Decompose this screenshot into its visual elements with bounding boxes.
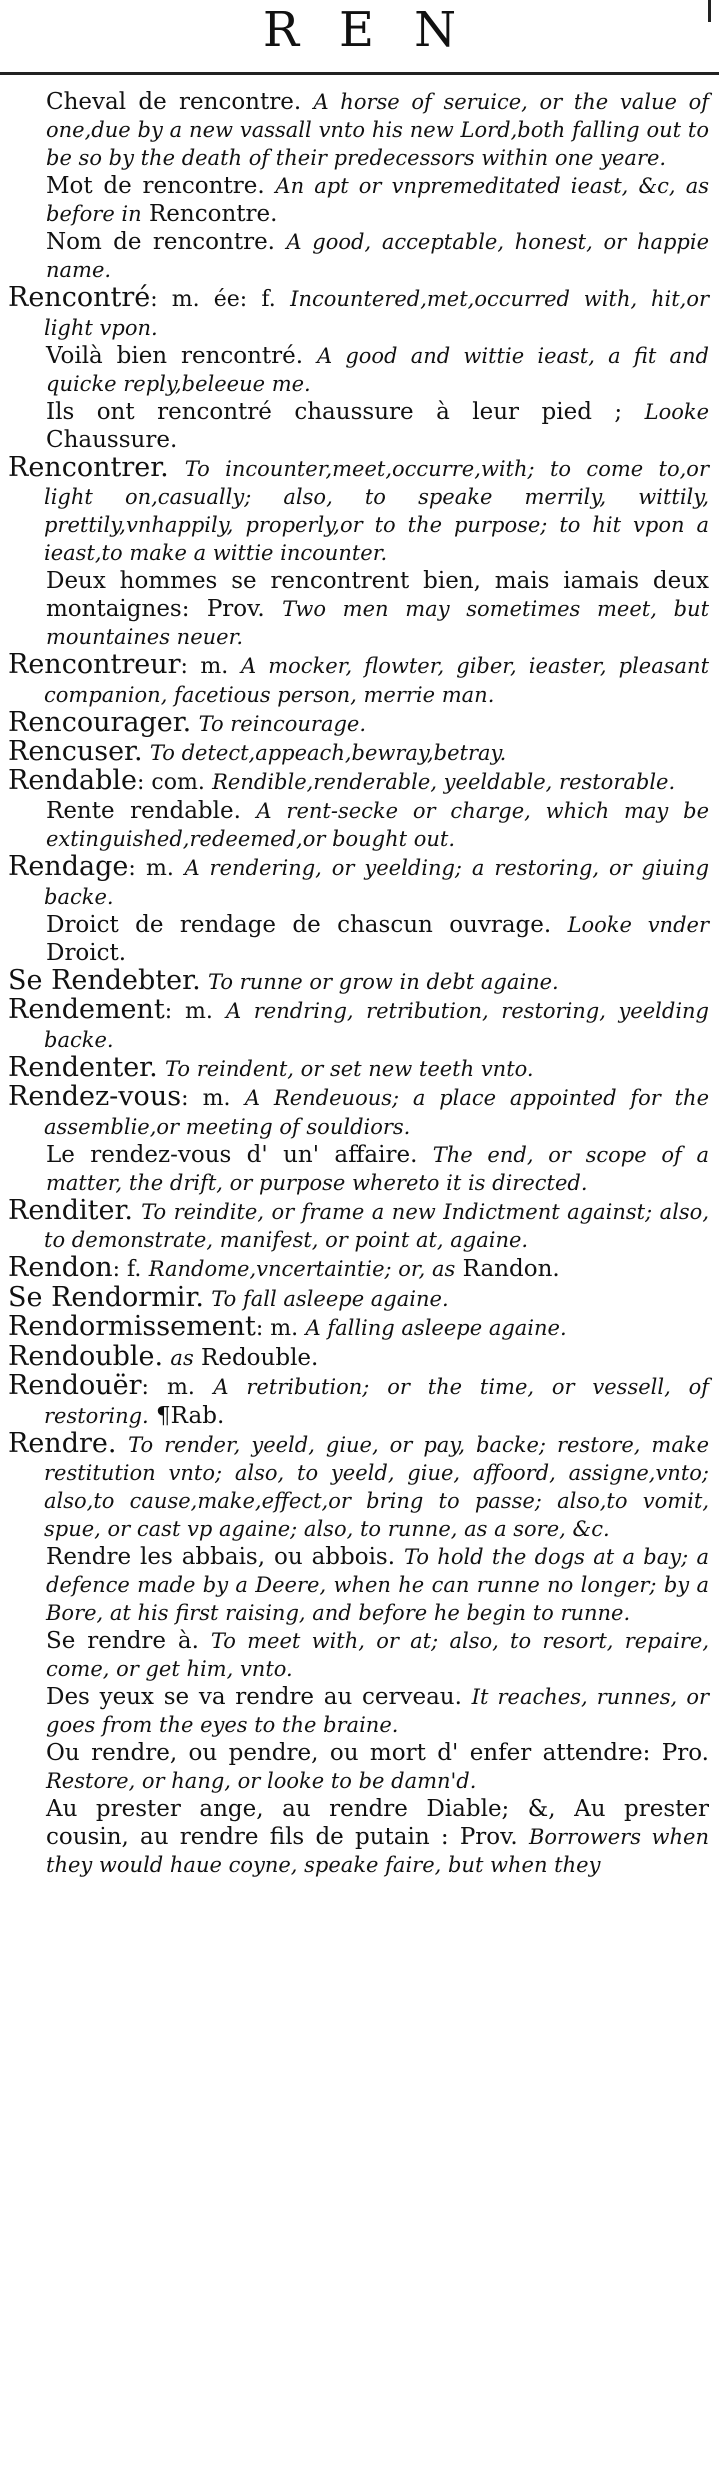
headword: Rendez-vous bbox=[8, 1081, 182, 1112]
cross-reference: Chaussure. bbox=[46, 427, 178, 453]
dictionary-subentry bbox=[46, 1627, 709, 1683]
headword: Droict de rendage de chascun ouvrage. bbox=[46, 912, 552, 938]
corner-mark bbox=[708, 0, 711, 22]
headword: Le rendez-vous d' un' affaire. bbox=[46, 1142, 418, 1168]
headword: Rendable bbox=[8, 765, 137, 796]
definition: Incountered,met,occurred with, hit,or light vpon. bbox=[44, 287, 710, 340]
cross-reference: ¶Rab. bbox=[156, 1403, 225, 1429]
headword: Rendebter. bbox=[51, 965, 201, 996]
headword: Au prester ange, au rendre Diable; &, Au prester cousin, au rendre fils de putain : Prov. bbox=[46, 1796, 709, 1850]
headword: Se rendre à. bbox=[46, 1628, 199, 1654]
dictionary-entry bbox=[8, 767, 709, 797]
dictionary-entry bbox=[8, 738, 709, 767]
page-header bbox=[0, 0, 719, 64]
entry-prefix: Se bbox=[8, 1282, 52, 1313]
definition: Rendible,renderable, yeeldable, restorable. bbox=[212, 770, 676, 794]
part-of-speech: : m. bbox=[180, 654, 229, 679]
definition: A good, acceptable, honest, or happie name. bbox=[46, 230, 710, 282]
part-of-speech: : m. bbox=[141, 1375, 195, 1400]
dictionary-entry bbox=[8, 1197, 709, 1254]
headword: Rendenter. bbox=[8, 1052, 158, 1083]
dictionary-entry bbox=[8, 1054, 709, 1083]
headword: Rencontré bbox=[8, 282, 151, 313]
dictionary-entry bbox=[8, 284, 709, 342]
dictionary-entry bbox=[8, 967, 709, 996]
dictionary-subentry bbox=[46, 1543, 709, 1627]
dictionary-entry bbox=[8, 1284, 709, 1313]
headword: Deux hommes se rencontrent bien, mais iamais deux montaignes: Prov. bbox=[46, 568, 709, 622]
header-rule bbox=[0, 72, 719, 75]
definition: To hold the dogs at a bay; a defence made by a Deere, when he can runne no longer; by a Bore, at his first raising, and before he begin to runne. bbox=[46, 1545, 709, 1625]
dictionary-entry bbox=[8, 1313, 709, 1343]
headword: Rencontrer. bbox=[8, 452, 169, 483]
definition: A retribution; or the time, or vessell, of restoring. bbox=[44, 1375, 709, 1428]
part-of-speech: : m. bbox=[255, 1316, 299, 1341]
definition: Borrowers when they would haue coyne, speake faire, but when they bbox=[46, 1825, 709, 1877]
definition: It reaches, runnes, or goes from the eyes to the braine. bbox=[46, 1685, 710, 1737]
headword: Nom de rencontre. bbox=[46, 229, 275, 255]
headword: Des yeux se va rendre au cerveau. bbox=[46, 1684, 462, 1710]
dictionary-entry bbox=[8, 1083, 709, 1141]
definition: A horse of seruice, or the value of one,due by a new vassall vnto his new Lord,both falling out to be so by the death of their predecessors within one yeare. bbox=[46, 90, 710, 170]
headword: Rendement bbox=[8, 994, 165, 1025]
headword: Cheval de rencontre. bbox=[46, 89, 302, 115]
entry-prefix: Se bbox=[8, 965, 52, 996]
dictionary-subentry bbox=[46, 88, 709, 172]
dictionary-subentry bbox=[46, 1683, 709, 1739]
dictionary-entry bbox=[8, 1254, 709, 1284]
definition: A rent-secke or charge, which may be extinguished,redeemed,or bought out. bbox=[46, 799, 710, 851]
definition: To detect,appeach,bewray,betray. bbox=[149, 741, 507, 765]
definition: To fall asleepe againe. bbox=[211, 1287, 449, 1311]
dictionary-subentry bbox=[46, 228, 709, 284]
dictionary-entry bbox=[8, 454, 709, 567]
definition: A good and wittie ieast, a fit and quicke reply,beleeue me. bbox=[46, 344, 710, 396]
headword: Rencourager. bbox=[8, 707, 192, 738]
headword: Renditer. bbox=[8, 1195, 133, 1226]
part-of-speech: : f. bbox=[112, 1257, 142, 1282]
headword: Rendre. bbox=[8, 1428, 117, 1459]
dictionary-subentry bbox=[46, 342, 709, 398]
dictionary-column bbox=[0, 88, 719, 1879]
headword: Rendon bbox=[8, 1252, 113, 1283]
headword: Ils ont rencontré chaussure à leur pied ; bbox=[46, 399, 623, 425]
definition: To render, yeeld, giue, or pay, backe; restore, make restitution vnto; also, to yeeld, giue, affoord, assigne,vnto; also,to cause,make,effect,or bring to passe; also,to vomit, spue, or cast vp againe; also, to runne, as a sore, &c. bbox=[44, 1433, 709, 1541]
definition: A Rendeuous; a place appointed for the assemblie,or meeting of souldiors. bbox=[44, 1086, 709, 1139]
headword: Rendormir. bbox=[51, 1282, 204, 1313]
part-of-speech: : m. bbox=[164, 999, 213, 1024]
headword: Rencuser. bbox=[8, 736, 143, 767]
part-of-speech: : m. bbox=[128, 856, 174, 881]
definition: To incounter,meet,occurre,with; to come to,or light on,casually; also, to speake merrily, wittily, prettily,vnhappily, properly,or to the purpose; to hit vpon a ieast,to make a wittie incounter. bbox=[44, 457, 709, 565]
definition: To reindite, or frame a new Indictment against; also, to demonstrate, manifest, or point at, againe. bbox=[44, 1200, 710, 1252]
definition: To reindent, or set new teeth vnto. bbox=[165, 1057, 534, 1081]
dictionary-entry bbox=[8, 709, 709, 738]
headword: Voilà bien rencontré. bbox=[46, 343, 304, 369]
dictionary-subentry bbox=[46, 398, 709, 454]
headword: Rendormissement bbox=[8, 1311, 256, 1342]
headword: Rencontreur bbox=[8, 649, 181, 680]
dictionary-subentry bbox=[46, 567, 709, 651]
definition: To runne or grow in debt againe. bbox=[207, 970, 559, 994]
page-title: REN bbox=[262, 2, 497, 58]
definition: An apt or vnpremeditated ieast, &c, as before in bbox=[46, 174, 710, 226]
dictionary-subentry bbox=[46, 1739, 709, 1795]
headword: Rendre les abbais, ou abbois. bbox=[46, 1544, 396, 1570]
headword: Mot de rencontre. bbox=[46, 173, 265, 199]
dictionary-subentry bbox=[46, 797, 709, 853]
definition: Looke bbox=[644, 400, 710, 424]
cross-reference: Rencontre. bbox=[148, 201, 278, 227]
dictionary-subentry bbox=[46, 172, 709, 228]
definition: Randome,vncertaintie; or, as bbox=[148, 1257, 456, 1281]
part-of-speech: : com. bbox=[136, 770, 205, 795]
definition: Looke vnder bbox=[567, 913, 709, 937]
definition: To reincourage. bbox=[198, 712, 367, 736]
definition: A falling asleepe againe. bbox=[305, 1316, 567, 1340]
headword: Rendage bbox=[8, 851, 129, 882]
dictionary-entry bbox=[8, 853, 709, 911]
part-of-speech: : m. bbox=[181, 1086, 231, 1111]
definition: Two men may sometimes meet, but mountaines neuer. bbox=[46, 597, 710, 649]
headword: Ou rendre, ou pendre, ou mort d' enfer attendre: Pro. bbox=[46, 1740, 709, 1766]
definition: A rendering, or yeelding; a restoring, or giuing backe. bbox=[44, 856, 710, 909]
dictionary-subentry bbox=[46, 1795, 709, 1879]
part-of-speech: : m. ée: f. bbox=[150, 287, 276, 312]
definition: as bbox=[170, 1346, 194, 1370]
dictionary-entry bbox=[8, 1372, 709, 1430]
definition: The end, or scope of a matter, the drift, or purpose whereto it is directed. bbox=[46, 1143, 710, 1195]
cross-reference: Droict. bbox=[46, 940, 127, 966]
dictionary-entry bbox=[8, 996, 709, 1054]
dictionary-entry bbox=[8, 1430, 709, 1543]
cross-reference: Randon. bbox=[462, 1256, 560, 1282]
dictionary-entry bbox=[8, 651, 709, 709]
definition: Restore, or hang, or looke to be damn'd. bbox=[46, 1769, 477, 1793]
definition: A mocker, flowter, giber, ieaster, pleasant companion, facetious person, merrie man. bbox=[44, 654, 710, 707]
dictionary-subentry bbox=[46, 1141, 709, 1197]
dictionary-entry bbox=[8, 1343, 709, 1372]
definition: A rendring, retribution, restoring, yeelding backe. bbox=[44, 999, 710, 1052]
headword: Rendouble. bbox=[8, 1341, 164, 1372]
definition: To meet with, or at; also, to resort, repaire, come, or get him, vnto. bbox=[46, 1629, 710, 1681]
headword: Rendouër bbox=[8, 1370, 142, 1401]
headword: Rente rendable. bbox=[46, 798, 241, 824]
cross-reference: Redouble. bbox=[201, 1345, 319, 1371]
dictionary-subentry bbox=[46, 911, 709, 967]
